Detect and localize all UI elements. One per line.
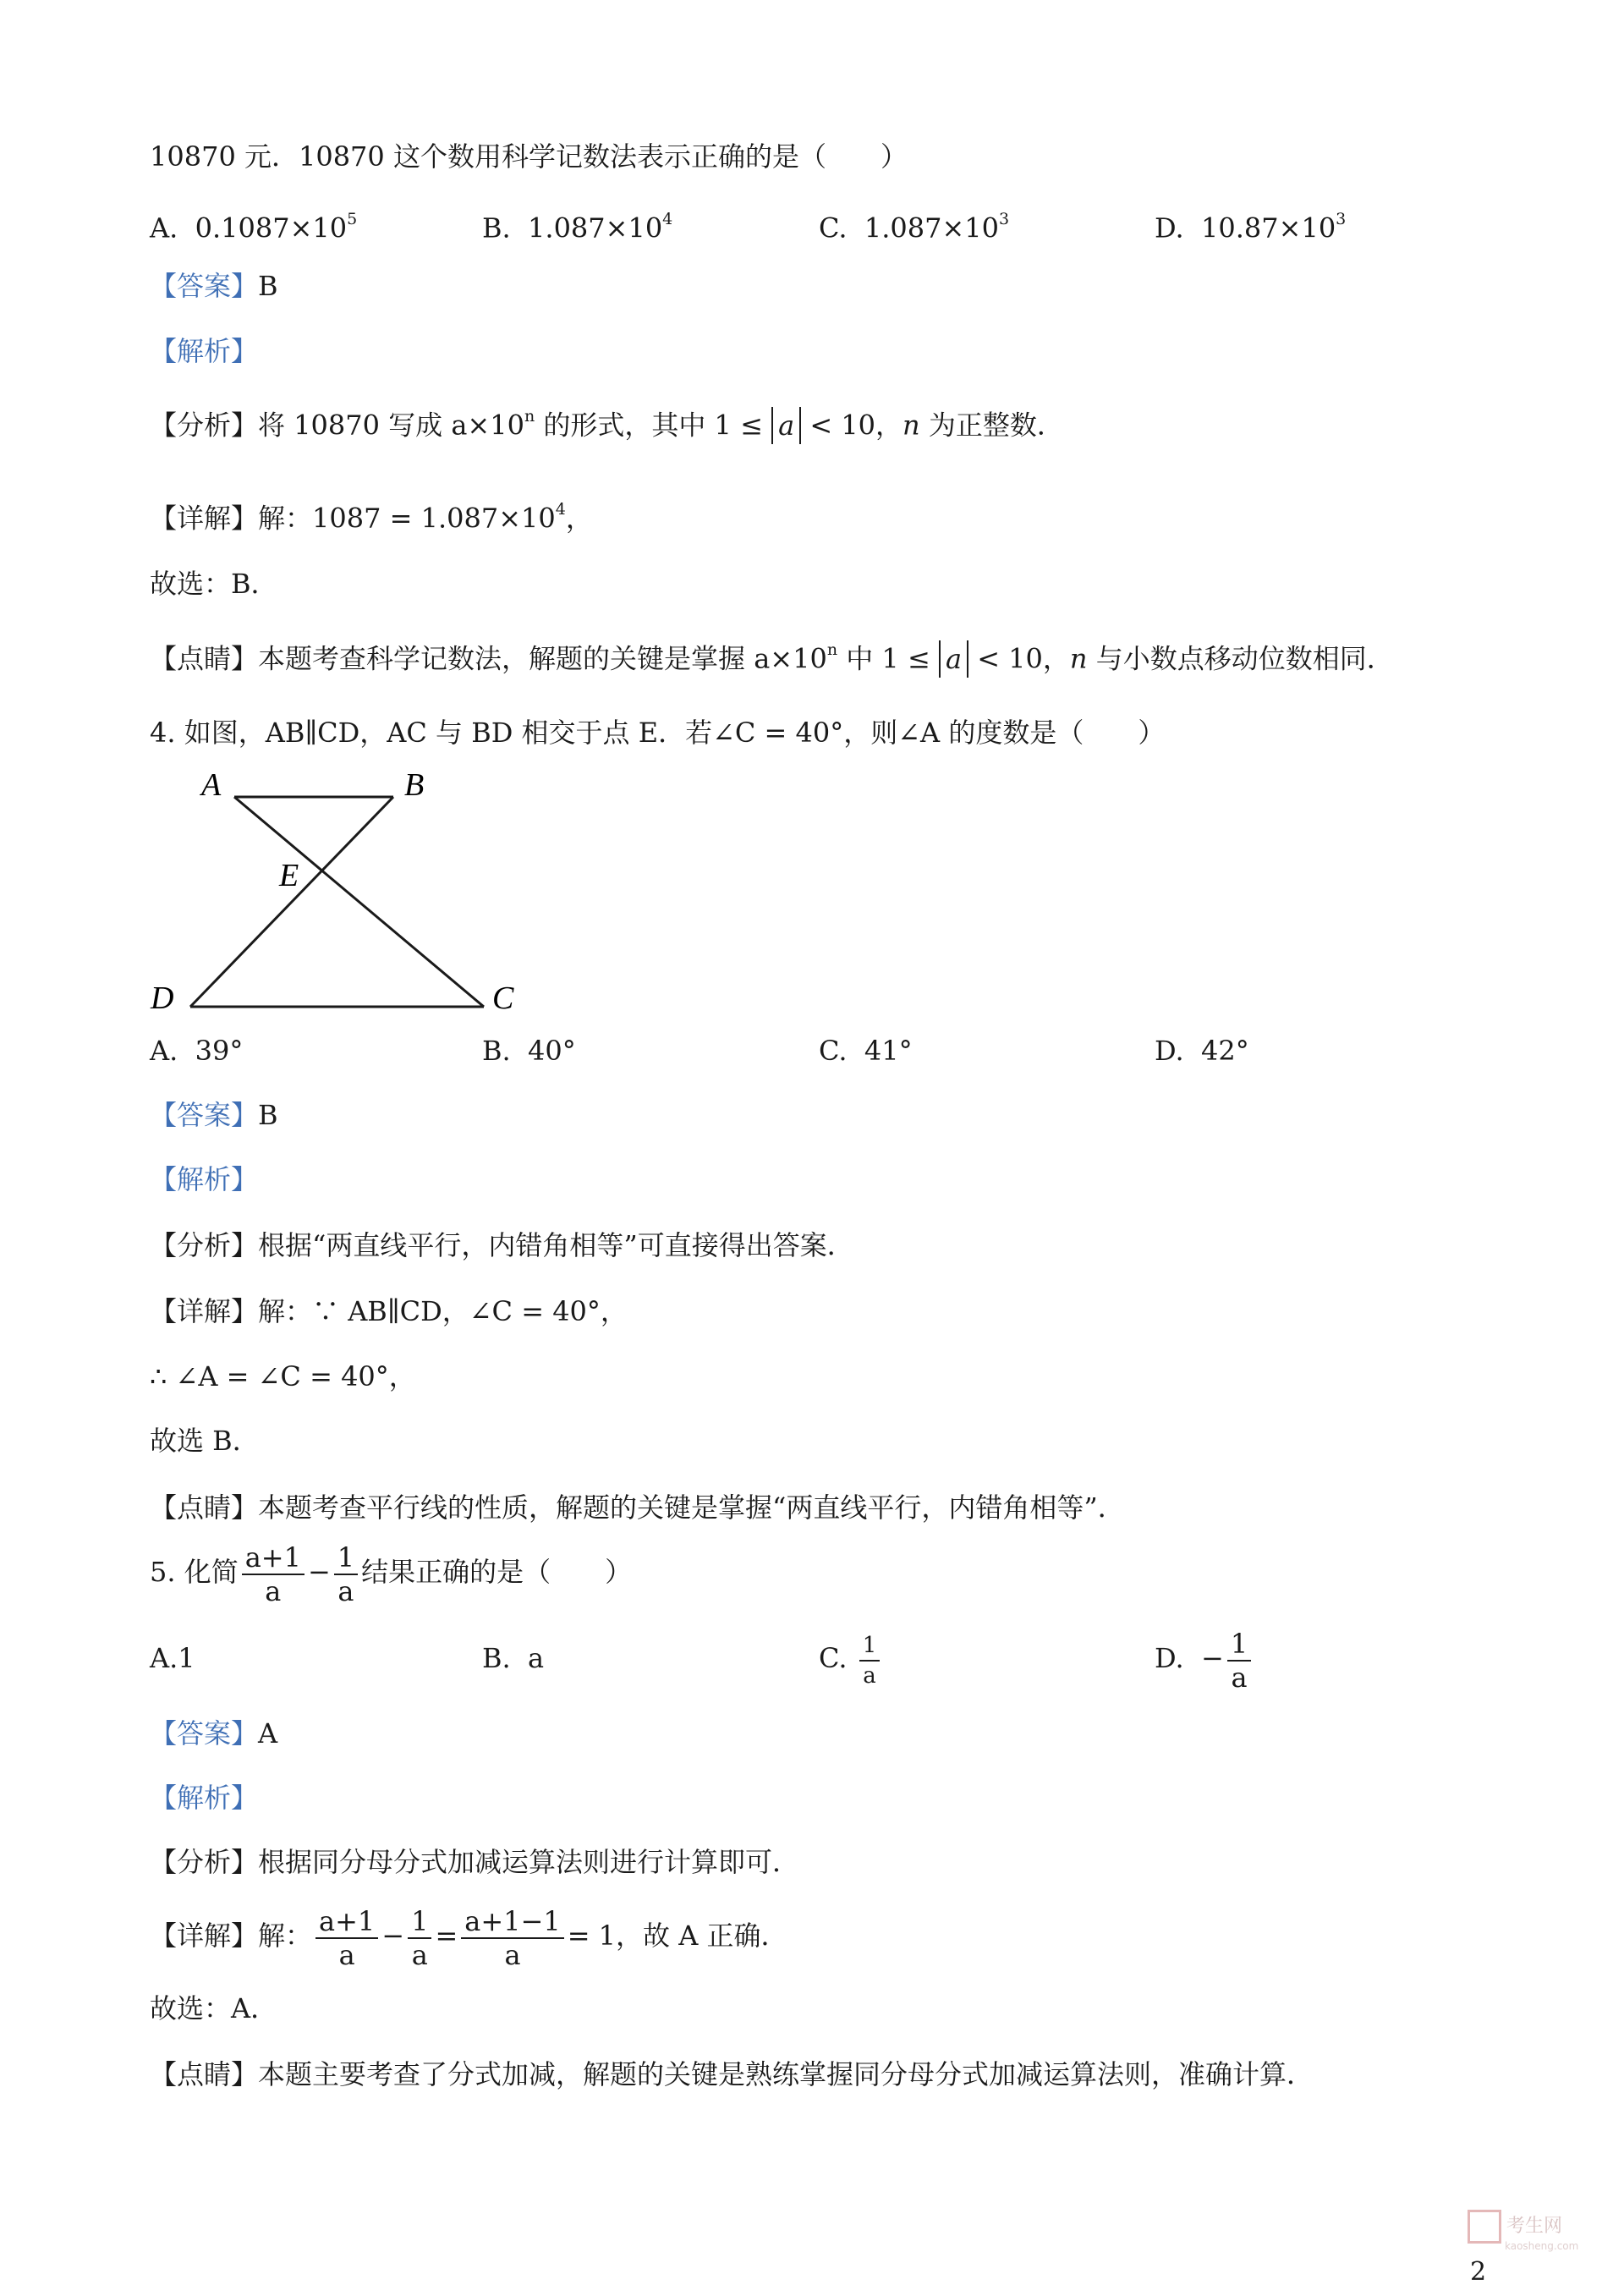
q5-option-a: A.1 [150, 1642, 195, 1674]
q4-key-point: 【点睛】本题考查平行线的性质，解题的关键是掌握“两直线平行，内错角相等”． [150, 1491, 1125, 1524]
q4-option-b: B. 40° [482, 1035, 576, 1067]
label-c: C [492, 980, 514, 1016]
q4-option-a: A. 39° [150, 1035, 244, 1067]
q3-stem: 10870 元．10870 这个数用科学记数法表示正确的是（ ） [150, 140, 908, 173]
q4-analysis: 【分析】根据“两直线平行，内错角相等”可直接得出答案． [150, 1229, 854, 1261]
q5-jiexi-tag: 【解析】 [150, 1782, 259, 1814]
label-d: D [151, 980, 174, 1016]
q3-option-a: A. $0.1087\times 10^5$ [150, 210, 358, 244]
q3-choice: 故选：B． [150, 568, 278, 600]
q4-option-d: D. 42° [1155, 1035, 1249, 1067]
label-b: B [404, 767, 425, 803]
q5-stem: 5. 化简 $\frac{a+1}{a}$ − $\frac{1}{a}$ 结果正确的是（ ） [150, 1541, 633, 1607]
geometry-figure [144, 761, 533, 1024]
q3-option-c: C. $1.087\times 10^3$ [819, 210, 1010, 244]
q5-option-b: B. a [482, 1642, 545, 1674]
q4-therefore: ∴ ∠A = ∠C = 40°， [150, 1360, 416, 1392]
segment-bd [190, 797, 393, 1007]
q5-option-c: C. $\frac{1}{a}$ [819, 1624, 883, 1692]
q5-choice: 故选：A． [150, 1992, 278, 2024]
q5-key-point: 【点睛】本题主要考查了分式加减，解题的关键是熟练掌握同分母分式加减运算法则，准确计算． [150, 2058, 1314, 2090]
fraction: $\frac{1}{a}$ [334, 1541, 358, 1607]
q4-solution: 【详解】解：∵ AB∥CD，∠C = 40°， [150, 1295, 628, 1327]
q4-option-c: C. 41° [819, 1035, 913, 1067]
q3-answer: 【答案】B [150, 270, 278, 302]
answer-tag: 【答案】 [150, 270, 259, 302]
q3-solution: 【详解】解：$1087 = 1.087\times 10^4$， [150, 500, 593, 535]
segment-ac [234, 797, 484, 1007]
q3-key-point: 【点睛】本题考查科学记数法，解题的关键是掌握 $a\times 10^n$ 中 1 ≤ a < 10，n 与小数点移动位数相同． [150, 636, 1394, 678]
watermark-logo: 考生网 kaosheng.com [1468, 2210, 1578, 2252]
q5-option-d: D. − $\frac{1}{a}$ [1155, 1624, 1254, 1694]
q4-stem: 4. 如图，AB∥CD，AC 与 BD 相交于点 E．若∠C = 40°，则∠A 的度数是（ ） [150, 717, 1166, 749]
logo-icon [1468, 2210, 1501, 2244]
q3-option-d: D. $10.87\times 10^3$ [1155, 210, 1347, 244]
q3-jiexi-tag: 【解析】 [150, 335, 259, 367]
q4-answer: 【答案】B [150, 1099, 278, 1131]
q5-solution: 【详解】解： $\frac{a+1}{a}$ − $\frac{1}{a}$ = $\frac{a+1-1}{a}$ = 1，故 A 正确． [150, 1904, 788, 1971]
q4-choice: 故选 B． [150, 1425, 260, 1457]
q4-jiexi-tag: 【解析】 [150, 1163, 259, 1195]
fraction: $\frac{a+1}{a}$ [242, 1541, 304, 1607]
label-e: E [279, 858, 299, 893]
label-a: A [201, 767, 222, 803]
q3-analysis: 【分析】将 10870 写成 $a\times 10^n$ 的形式，其中 1 ≤ a < 10，n 为正整数． [150, 403, 1064, 444]
q5-answer: 【答案】A [150, 1717, 278, 1749]
q5-analysis: 【分析】根据同分母分式加减运算法则进行计算即可． [150, 1846, 800, 1878]
page-number: 2 [1470, 2257, 1487, 2287]
q3-option-b: B. $1.087\times 10^4$ [482, 210, 673, 244]
